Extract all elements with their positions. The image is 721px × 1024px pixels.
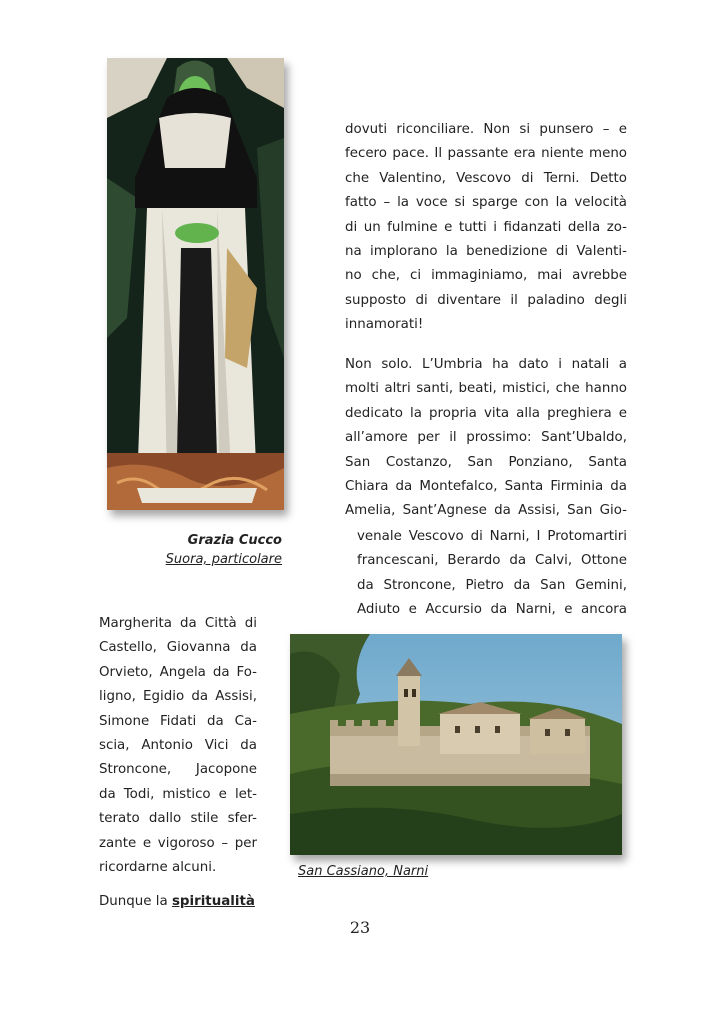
photo-caption: San Cassiano, Narni: [298, 864, 429, 879]
text-line: Amelia, Sant’Agnese da Assisi, San Gio-: [345, 503, 627, 519]
text-line: fecero pace. Il passante era niente meno: [345, 146, 627, 162]
text-line: zante e vigoroso – per: [99, 835, 257, 851]
paragraph-4: [99, 612, 257, 880]
text-line: innamorati!: [345, 317, 424, 333]
san-cassiano-photo: [290, 634, 622, 855]
text-line: terato dallo stile sfer-: [99, 811, 257, 827]
text-line: [99, 890, 269, 914]
text-line: supposto di diventare il paladino degli: [345, 292, 627, 308]
text-line: molti altri santi, beati, mistici, che hanno: [345, 381, 627, 397]
text-line: fatto – la voce si sparge con la velocità: [345, 195, 627, 211]
text-line: no che, ci immaginiamo, mai avrebbe: [345, 268, 627, 284]
text-line: ricordarne alcuni.: [99, 860, 217, 876]
text-line: Stroncone, Jacopone: [99, 762, 257, 778]
text-line: dedicato la propria vita alla preghiera e: [345, 405, 627, 421]
text-line: Simone Fidati da Ca-: [99, 713, 257, 729]
text-line: Orvieto, Angela da Fo-: [99, 664, 257, 680]
text-line: di un fulmine e tutti i fidanzati della zo-: [345, 219, 627, 235]
painting-title-caption: Suora, particolare: [165, 552, 282, 567]
text-line: che Valentino, Vescovo di Terni. Detto: [345, 170, 627, 186]
paragraph-5-prefix: Dunque la: [99, 894, 172, 909]
painting-artist-caption: Grazia Cucco: [187, 533, 282, 548]
paragraph-2: [345, 353, 627, 524]
text-line: Non solo. L’Umbria ha dato i natali a: [345, 357, 627, 372]
spiritualita-link: spiritualità: [171, 894, 255, 909]
text-line: francescani, Berardo da Calvi, Ottone: [357, 553, 627, 569]
text-line: venale Vescovo di Narni, I Protomartiri: [357, 529, 627, 544]
text-line: Castello, Giovanna da: [99, 640, 257, 656]
text-line: na implorano la benedizione di Valenti-: [345, 244, 627, 260]
text-line: scia, Antonio Vici da: [99, 738, 257, 754]
text-line: ligno, Egidio da Assisi,: [99, 689, 257, 705]
paragraph-1: [345, 118, 627, 338]
paragraph-3: [357, 525, 627, 623]
text-line: da Todi, mistico e let-: [99, 786, 257, 802]
text-line: San Costanzo, San Ponziano, Santa: [345, 454, 627, 470]
page-number: 23: [349, 918, 371, 937]
painting-image: [107, 58, 284, 510]
text-line: Chiara da Montefalco, Santa Firminia da: [345, 479, 627, 495]
text-line: all’amore per il prossimo: Sant’Ubaldo,: [345, 430, 627, 446]
text-line: da Stroncone, Pietro da San Gemini,: [357, 577, 627, 593]
text-line: dovuti riconciliare. Non si punsero – e: [345, 122, 627, 137]
text-line: Margherita da Città di: [99, 616, 257, 631]
text-line: Adiuto e Accursio da Narni, e ancora: [357, 602, 627, 618]
paragraph-5: [99, 890, 269, 914]
